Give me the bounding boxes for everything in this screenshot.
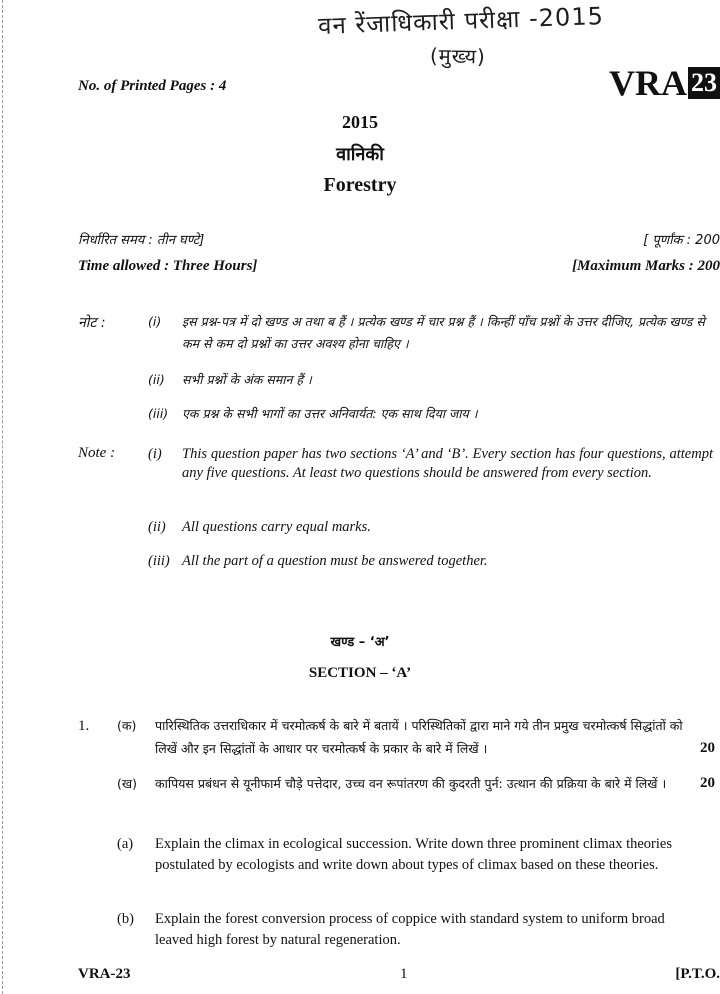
note-label-hindi: नोट :: [78, 315, 106, 331]
note-number: (i): [148, 446, 162, 462]
part-text: पारिस्थितिक उत्तराधिकार में चरमोत्कर्ष के बारे में बतायें । परिस्थितिकों द्वारा माने गये तीन प्रमुख चरमोत्कर्ष सिद्धांतों को लिखें और इन सिद्धांतों के आधार पर चरमोत्कर्ष के प्रकार के बारे में लिखें ।: [155, 718, 683, 756]
time-marks-hindi: [78, 230, 720, 248]
note-hindi-item: [148, 403, 713, 425]
printed-pages: No. of Printed Pages : 4: [78, 78, 227, 94]
question-part: [117, 714, 715, 760]
paper-code-number: 23: [688, 67, 720, 99]
part-marks: 20: [700, 775, 715, 791]
time-allowed-hindi: निर्धारित समय : तीन घण्टे]: [78, 233, 205, 248]
note-text: This question paper has two sections ‘A’ and ‘B’. Every section has four questions, attempt any five questions. At least two questions should be answered from every section.: [182, 446, 713, 481]
subject-title-english: Forestry: [323, 174, 397, 196]
question-part: [117, 772, 715, 795]
handwritten-exam-title: वन रेंजाधिकारी परीक्षा -2015: [317, 2, 605, 40]
note-text: एक प्रश्न के सभी भागों का उत्तर अनिवार्यत: एक साथ दिया जाय ।: [182, 406, 478, 421]
note-number: (ii): [148, 519, 166, 535]
note-text: All questions carry equal marks.: [182, 519, 371, 535]
note-english-item: [148, 552, 713, 571]
footer-paper-code: VRA-23: [78, 966, 131, 982]
page-footer: [78, 966, 720, 983]
note-text: सभी प्रश्नों के अंक समान हैं ।: [182, 372, 312, 387]
note-english-item: [148, 518, 713, 537]
part-label: (ख): [117, 776, 137, 791]
max-marks-hindi: [ पूर्णांक : 200: [643, 233, 720, 248]
part-text: Explain the forest conversion process of coppice with standard system to uniform broad leaved high forest by natural regeneration.: [155, 911, 665, 948]
question-part: [117, 909, 715, 951]
part-marks: 20: [700, 740, 715, 756]
paper-code: [609, 62, 720, 104]
question-number: 1.: [78, 718, 90, 734]
note-english-item: [148, 445, 713, 483]
handwritten-mains-note: (मुख्य): [429, 43, 487, 69]
part-label: (a): [117, 836, 134, 852]
part-text-wrap: [155, 714, 715, 760]
part-text: Explain the climax in ecological succession. Write down three prominent climax theories postulated by ecologists and write down about types of climax based on these theories.: [155, 836, 672, 873]
note-label-english: Note :: [78, 445, 116, 461]
section-heading-english: SECTION – ‘A’: [308, 665, 412, 681]
time-allowed-english: Time allowed : Three Hours]: [78, 258, 258, 274]
note-text: इस प्रश्न-पत्र में दो खण्ड अ तथा ब हैं । प्रत्येक खण्ड में चार प्रश्न हैं । किन्हीं पाँच प्रश्नों के उत्तर दीजिए, प्रत्येक खण्ड से कम से कम दो प्रश्नों का उत्तर अवश्य होना चाहिए ।: [182, 314, 705, 351]
note-text: All the part of a question must be answered together.: [182, 553, 488, 569]
note-hindi-item: [148, 369, 713, 391]
note-number: (ii): [148, 372, 165, 387]
paper-code-prefix: VRA: [609, 63, 687, 103]
note-number: (iii): [148, 406, 169, 421]
part-text: कापियस प्रबंधन से यूनीफार्म चौड़े पत्तेदार, उच्च वन रूपांतरण की कुदरती पुर्न: उत्थान की प्रक्रिया के बारे में लिखें ।: [155, 776, 667, 791]
time-marks-english: [78, 258, 720, 275]
page-number: 1: [400, 966, 408, 982]
part-text-wrap: [155, 772, 715, 795]
please-turn-over: [P.T.O.: [675, 966, 720, 982]
subject-title-hindi: वानिकी: [336, 144, 384, 165]
section-heading-hindi: खण्ड – ‘अ’: [330, 635, 390, 650]
exam-year: 2015: [342, 112, 378, 132]
part-label: (क): [117, 718, 137, 733]
note-number: (iii): [148, 553, 170, 569]
note-hindi-item: [148, 311, 713, 355]
question-part: [117, 834, 715, 876]
max-marks-english: [Maximum Marks : 200: [572, 258, 720, 274]
note-number: (i): [148, 314, 162, 329]
part-label: (b): [117, 911, 134, 927]
